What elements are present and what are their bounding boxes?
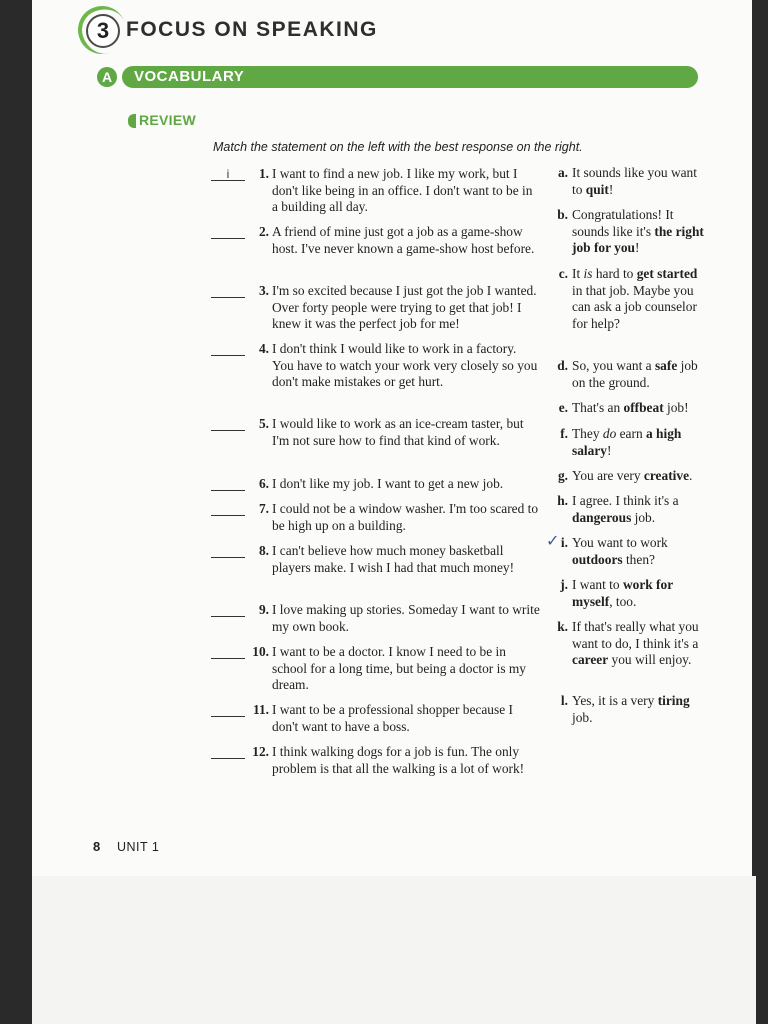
response-text: It sounds like you want to quit! xyxy=(572,165,697,197)
review-heading: REVIEW xyxy=(139,112,197,128)
statement-number: 11. xyxy=(253,702,269,717)
statement-number: 7. xyxy=(258,501,269,516)
response-letter: k. xyxy=(557,619,568,634)
page-number: 8 xyxy=(93,839,101,854)
answer-blank[interactable] xyxy=(211,341,245,356)
response-text: That's an offbeat job! xyxy=(572,400,689,415)
answer-blank[interactable] xyxy=(211,501,245,516)
response-letter: d. xyxy=(557,358,568,373)
statement-number: 1. xyxy=(258,166,269,181)
answer-blank[interactable] xyxy=(211,644,245,659)
response-text: You want to work outdoors then? xyxy=(572,535,668,567)
response-letter: l. xyxy=(560,693,568,708)
statement-number: 10. xyxy=(252,644,269,659)
statement-text: I can't believe how much money basketball players make. I wish I had that much money! xyxy=(272,543,515,575)
answer-blank[interactable] xyxy=(211,744,245,759)
answer-blank[interactable] xyxy=(211,476,245,491)
response-letter: j. xyxy=(560,577,568,592)
response-text: Congratulations! It sounds like it's the right job for you! xyxy=(572,207,704,256)
vocabulary-heading: VOCABULARY xyxy=(134,68,245,85)
checkmark-icon: ✓ xyxy=(546,533,560,550)
statement-text: I want to find a new job. I like my work, but I don't like being in an office. I don't want to be in a building all day. xyxy=(272,166,533,215)
response-letter: h. xyxy=(557,493,568,508)
unit-number-badge xyxy=(84,10,120,46)
answer-blank[interactable] xyxy=(211,283,245,298)
statement-number: 9. xyxy=(258,602,269,617)
statement-text: I'm so excited because I just got the job I wanted. Over forty people were trying to get that job! I knew it was the perfect job for me! xyxy=(272,283,537,332)
response-letter: f. xyxy=(560,426,568,441)
statement-text: I think walking dogs for a job is fun. The only problem is that all the walking is a lot of work! xyxy=(272,744,525,776)
answer-blank[interactable] xyxy=(211,416,245,431)
answer-blank[interactable] xyxy=(211,224,245,239)
statement-number: 8. xyxy=(258,543,269,558)
response-letter: i. xyxy=(560,535,568,550)
statement-number: 4. xyxy=(258,341,269,356)
response-letter: c. xyxy=(558,266,568,281)
response-text: They do earn a high salary! xyxy=(572,426,682,458)
statement-text: A friend of mine just got a job as a game-show host. I've never known a game-show host before. xyxy=(272,224,535,256)
unit-number: 3 xyxy=(86,14,120,48)
answer-blank[interactable] xyxy=(211,543,245,558)
review-marker-icon xyxy=(128,114,136,128)
statement-number: 2. xyxy=(258,224,269,239)
unit-label: UNIT 1 xyxy=(117,840,160,854)
statement-number: 3. xyxy=(258,283,269,298)
statement-text: I could not be a window washer. I'm too scared to be high up on a building. xyxy=(272,501,539,533)
response-text: Yes, it is a very tiring job. xyxy=(572,693,690,725)
section-title: FOCUS ON SPEAKING xyxy=(126,18,378,41)
statement-text: I don't like my job. I want to get a new job. xyxy=(272,476,504,491)
answer-blank[interactable]: i xyxy=(211,166,245,181)
response-text: I want to work for myself, too. xyxy=(572,577,673,609)
response-letter: a. xyxy=(557,165,568,180)
statement-text: I love making up stories. Someday I want to write my own book. xyxy=(272,602,540,634)
statement-text: I want to be a professional shopper because I don't want to have a boss. xyxy=(272,702,513,734)
statement-number: 12. xyxy=(252,744,269,759)
response-letter: b. xyxy=(557,207,568,222)
statement-number: 5. xyxy=(258,416,269,431)
page-lower-margin xyxy=(32,876,756,1024)
statement-text: I don't think I would like to work in a factory. You have to watch your work very closely so you don't make mistakes or get hurt. xyxy=(272,341,538,390)
statement-text: I want to be a doctor. I know I need to be in school for a long time, but being a doctor is my dream. xyxy=(272,644,527,693)
section-badge: A xyxy=(97,67,117,87)
response-text: So, you want a safe job on the ground. xyxy=(572,358,698,390)
statement-text: I would like to work as an ice-cream taster, but I'm not sure how to find that kind of work. xyxy=(272,416,524,448)
response-text: I agree. I think it's a dangerous job. xyxy=(572,493,679,525)
statement-number: 6. xyxy=(258,476,269,491)
response-text: If that's really what you want to do, I think it's a career you will enjoy. xyxy=(572,619,699,668)
exercise-instructions: Match the statement on the left with the best response on the right. xyxy=(213,140,583,154)
response-text: It is hard to get started in that job. Maybe you can ask a job counselor for help? xyxy=(572,266,698,331)
response-text: You are very creative. xyxy=(572,468,693,483)
answer-blank[interactable] xyxy=(211,602,245,617)
response-letter: e. xyxy=(558,400,568,415)
answer-blank[interactable] xyxy=(211,702,245,717)
response-letter: g. xyxy=(557,468,568,483)
